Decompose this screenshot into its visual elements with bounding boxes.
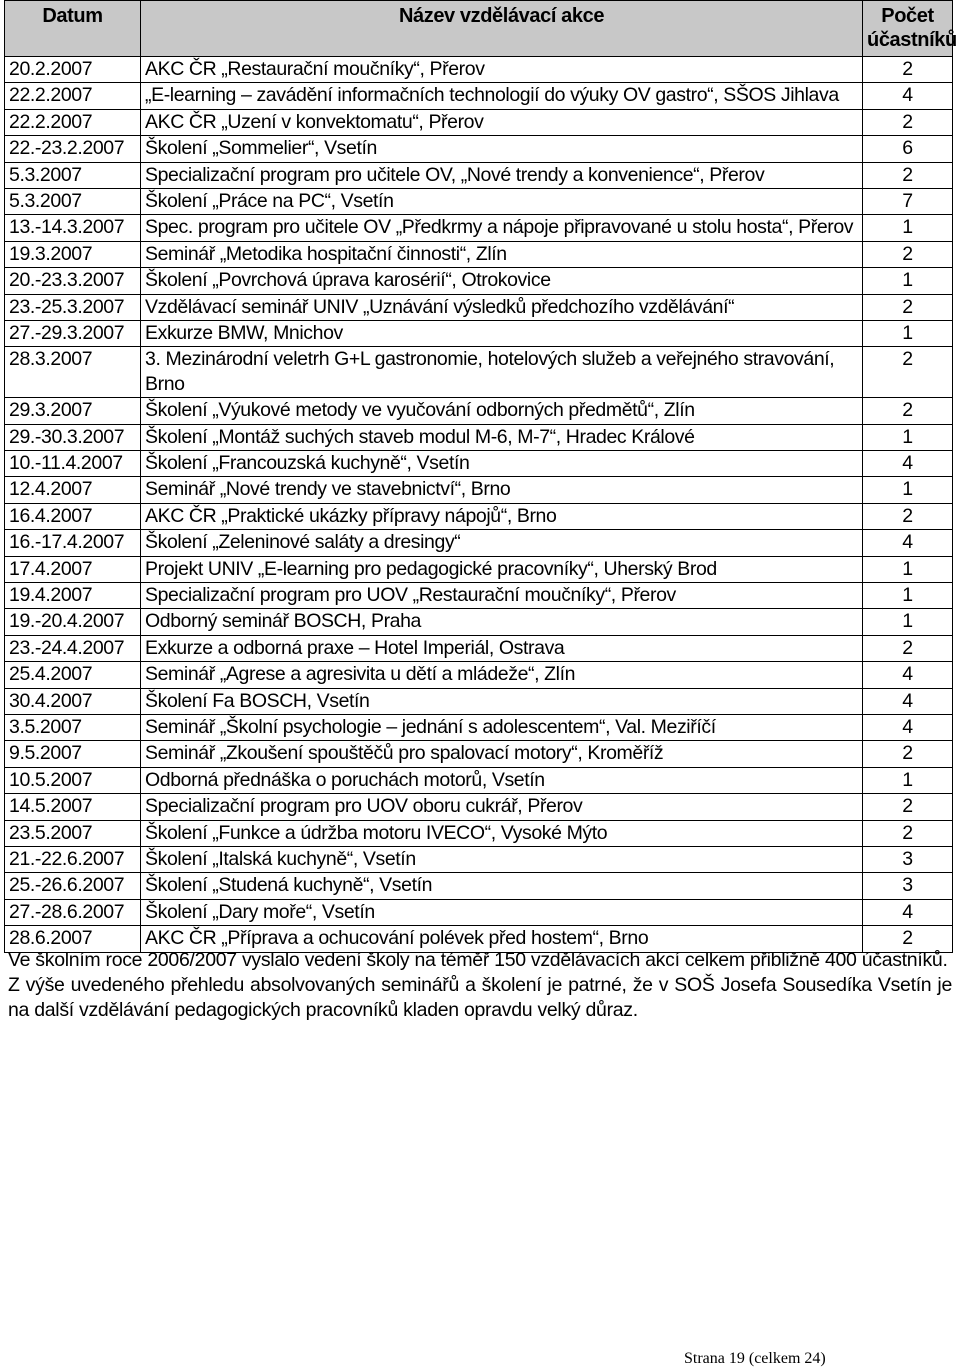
row-activity: Školení „Montáž suchých staveb modul M-6, M-7“, Hradec Králové xyxy=(141,424,863,450)
row-activity: Školení „Funkce a údržba motoru IVECO“, Vysoké Mýto xyxy=(141,820,863,846)
table-row xyxy=(5,530,953,556)
row-activity: Školení „Sommelier“, Vsetín xyxy=(141,136,863,162)
row-date: 22.-23.2.2007 xyxy=(5,136,141,162)
row-activity: Spec. program pro učitele OV „Předkrmy a nápoje připravované u stolu hosta“, Přerov xyxy=(141,215,863,241)
row-count: 1 xyxy=(863,424,953,450)
row-date: 5.3.2007 xyxy=(5,188,141,214)
row-date: 20.2.2007 xyxy=(5,57,141,83)
table-row xyxy=(5,714,953,740)
table-row xyxy=(5,899,953,925)
row-date: 19.4.2007 xyxy=(5,583,141,609)
row-date: 23.5.2007 xyxy=(5,820,141,846)
row-count: 2 xyxy=(863,241,953,267)
row-count: 2 xyxy=(863,347,953,398)
table-row xyxy=(5,424,953,450)
row-date: 17.4.2007 xyxy=(5,556,141,582)
row-activity: Specializační program pro učitele OV, „Nové trendy a konvenience“, Přerov xyxy=(141,162,863,188)
page-footer: Strana 19 (celkem 24) xyxy=(684,1350,826,1367)
row-count: 4 xyxy=(863,451,953,477)
table-row xyxy=(5,609,953,635)
summary xyxy=(8,948,952,1023)
header-count-line1: Počet xyxy=(881,5,934,27)
table-row xyxy=(5,162,953,188)
table-row xyxy=(5,451,953,477)
table-body xyxy=(5,57,953,953)
header-name: Název vzdělávací akce xyxy=(141,1,863,57)
table-row xyxy=(5,136,953,162)
row-date: 16.-17.4.2007 xyxy=(5,530,141,556)
row-count: 1 xyxy=(863,477,953,503)
row-count: 1 xyxy=(863,268,953,294)
row-date: 29.3.2007 xyxy=(5,398,141,424)
row-count: 1 xyxy=(863,320,953,346)
row-activity: Specializační program pro UOV oboru cukrář, Přerov xyxy=(141,794,863,820)
row-date: 27.-29.3.2007 xyxy=(5,320,141,346)
row-date: 28.6.2007 xyxy=(5,926,141,952)
row-count: 2 xyxy=(863,162,953,188)
row-activity: AKC ČR „Praktické ukázky přípravy nápojů“, Brno xyxy=(141,503,863,529)
header-date: Datum xyxy=(5,1,141,57)
row-activity: Vzdělávací seminář UNIV „Uznávání výsledků předchozího vzdělávání“ xyxy=(141,294,863,320)
row-activity: Školení „Zeleninové saláty a dresingy“ xyxy=(141,530,863,556)
row-date: 10.-11.4.2007 xyxy=(5,451,141,477)
table-row xyxy=(5,57,953,83)
row-activity: Exkurze a odborná praxe – Hotel Imperiál, Ostrava xyxy=(141,635,863,661)
row-date: 25.4.2007 xyxy=(5,662,141,688)
row-count: 1 xyxy=(863,609,953,635)
table-row xyxy=(5,398,953,424)
row-date: 5.3.2007 xyxy=(5,162,141,188)
row-date: 22.2.2007 xyxy=(5,83,141,109)
row-count: 2 xyxy=(863,503,953,529)
row-date: 29.-30.3.2007 xyxy=(5,424,141,450)
row-activity: Školení „Povrchová úprava karosérií“, Otrokovice xyxy=(141,268,863,294)
header-count xyxy=(863,1,957,57)
row-activity: AKC ČR „Restaurační moučníky“, Přerov xyxy=(141,57,863,83)
row-date: 9.5.2007 xyxy=(5,741,141,767)
table-row xyxy=(5,188,953,214)
row-activity: AKC ČR „Uzení v konvektomatu“, Přerov xyxy=(141,109,863,135)
row-activity: Školení „Dary moře“, Vsetín xyxy=(141,899,863,925)
row-date: 20.-23.3.2007 xyxy=(5,268,141,294)
row-activity: „E-learning – zavádění informačních technologií do výuky OV gastro“, SŠOS Jihlava xyxy=(141,83,863,109)
table-row xyxy=(5,794,953,820)
row-date: 13.-14.3.2007 xyxy=(5,215,141,241)
table-row xyxy=(5,583,953,609)
row-date: 23.-24.4.2007 xyxy=(5,635,141,661)
row-count: 2 xyxy=(863,57,953,83)
row-count: 2 xyxy=(863,398,953,424)
row-activity: Školení „Francouzská kuchyně“, Vsetín xyxy=(141,451,863,477)
table-row xyxy=(5,477,953,503)
row-activity: 3. Mezinárodní veletrh G+L gastronomie, hotelových služeb a veřejného stravování, Brno xyxy=(141,347,863,398)
row-count: 2 xyxy=(863,741,953,767)
row-activity: Seminář „Agrese a agresivita u dětí a mládeže“, Zlín xyxy=(141,662,863,688)
table-row xyxy=(5,215,953,241)
row-date: 16.4.2007 xyxy=(5,503,141,529)
row-count: 6 xyxy=(863,136,953,162)
row-count: 4 xyxy=(863,83,953,109)
row-activity: Seminář „Školní psychologie – jednání s adolescentem“, Val. Meziříčí xyxy=(141,714,863,740)
header-count-line2: účastníků xyxy=(867,29,957,51)
summary-line-2: Z výše uvedeného přehledu absolvovaných seminářů a školení je patrné, že v SOŠ Josefa Sousedíka Vsetín je na další vzdělávání pedagogických pracovníků kladen opravdu velký důraz. xyxy=(8,974,952,1021)
table-row xyxy=(5,662,953,688)
table-row xyxy=(5,241,953,267)
row-count: 1 xyxy=(863,767,953,793)
row-activity: AKC ČR „Příprava a ochucování polévek před hostem“, Brno xyxy=(141,926,863,952)
row-count: 4 xyxy=(863,688,953,714)
row-activity: Odborná přednáška o poruchách motorů, Vsetín xyxy=(141,767,863,793)
row-activity: Specializační program pro UOV „Restaurační moučníky“, Přerov xyxy=(141,583,863,609)
row-count: 7 xyxy=(863,188,953,214)
table-row xyxy=(5,556,953,582)
row-count: 1 xyxy=(863,583,953,609)
row-date: 22.2.2007 xyxy=(5,109,141,135)
row-activity: Exkurze BMW, Mnichov xyxy=(141,320,863,346)
row-date: 30.4.2007 xyxy=(5,688,141,714)
row-count: 4 xyxy=(863,530,953,556)
row-activity: Školení „Studená kuchyně“, Vsetín xyxy=(141,873,863,899)
row-activity: Seminář „Nové trendy ve stavebnictví“, Brno xyxy=(141,477,863,503)
row-date: 25.-26.6.2007 xyxy=(5,873,141,899)
row-date: 21.-22.6.2007 xyxy=(5,846,141,872)
table-row xyxy=(5,83,953,109)
table-row xyxy=(5,347,953,398)
table-row xyxy=(5,320,953,346)
row-activity: Školení „Italská kuchyně“, Vsetín xyxy=(141,846,863,872)
table-row xyxy=(5,741,953,767)
table-row xyxy=(5,294,953,320)
summary-line-1: Ve školním roce 2006/2007 vyslalo vedení školy na téměř 150 vzdělávacích akcí celkem přibližně 400 účastníků. xyxy=(8,949,948,971)
row-activity: Školení „Práce na PC“, Vsetín xyxy=(141,188,863,214)
row-activity: Seminář „Metodika hospitační činnosti“, Zlín xyxy=(141,241,863,267)
table-row xyxy=(5,503,953,529)
row-count: 2 xyxy=(863,109,953,135)
row-date: 23.-25.3.2007 xyxy=(5,294,141,320)
row-date: 10.5.2007 xyxy=(5,767,141,793)
row-date: 19.3.2007 xyxy=(5,241,141,267)
row-activity: Seminář „Zkoušení spouštěčů pro spalovací motory“, Kroměříž xyxy=(141,741,863,767)
row-date: 28.3.2007 xyxy=(5,347,141,398)
table-row xyxy=(5,268,953,294)
row-count: 4 xyxy=(863,714,953,740)
row-date: 14.5.2007 xyxy=(5,794,141,820)
row-activity: Školení „Výukové metody ve vyučování odborných předmětů“, Zlín xyxy=(141,398,863,424)
table-row xyxy=(5,820,953,846)
row-date: 19.-20.4.2007 xyxy=(5,609,141,635)
table-row xyxy=(5,109,953,135)
row-date: 27.-28.6.2007 xyxy=(5,899,141,925)
table-row xyxy=(5,873,953,899)
row-count: 2 xyxy=(863,794,953,820)
row-count: 2 xyxy=(863,635,953,661)
row-date: 12.4.2007 xyxy=(5,477,141,503)
table-row xyxy=(5,767,953,793)
row-count: 3 xyxy=(863,873,953,899)
row-date: 3.5.2007 xyxy=(5,714,141,740)
table-row xyxy=(5,635,953,661)
table-header-row xyxy=(5,1,953,57)
row-count: 2 xyxy=(863,820,953,846)
row-count: 4 xyxy=(863,662,953,688)
row-count: 1 xyxy=(863,556,953,582)
row-activity: Odborný seminář BOSCH, Praha xyxy=(141,609,863,635)
row-activity: Projekt UNIV „E-learning pro pedagogické pracovníky“, Uherský Brod xyxy=(141,556,863,582)
row-activity: Školení Fa BOSCH, Vsetín xyxy=(141,688,863,714)
row-count: 4 xyxy=(863,899,953,925)
training-table xyxy=(4,0,957,953)
row-count: 3 xyxy=(863,846,953,872)
row-count: 2 xyxy=(863,294,953,320)
table-row xyxy=(5,846,953,872)
row-count: 1 xyxy=(863,215,953,241)
table-row xyxy=(5,688,953,714)
row-count: 2 xyxy=(863,926,953,952)
